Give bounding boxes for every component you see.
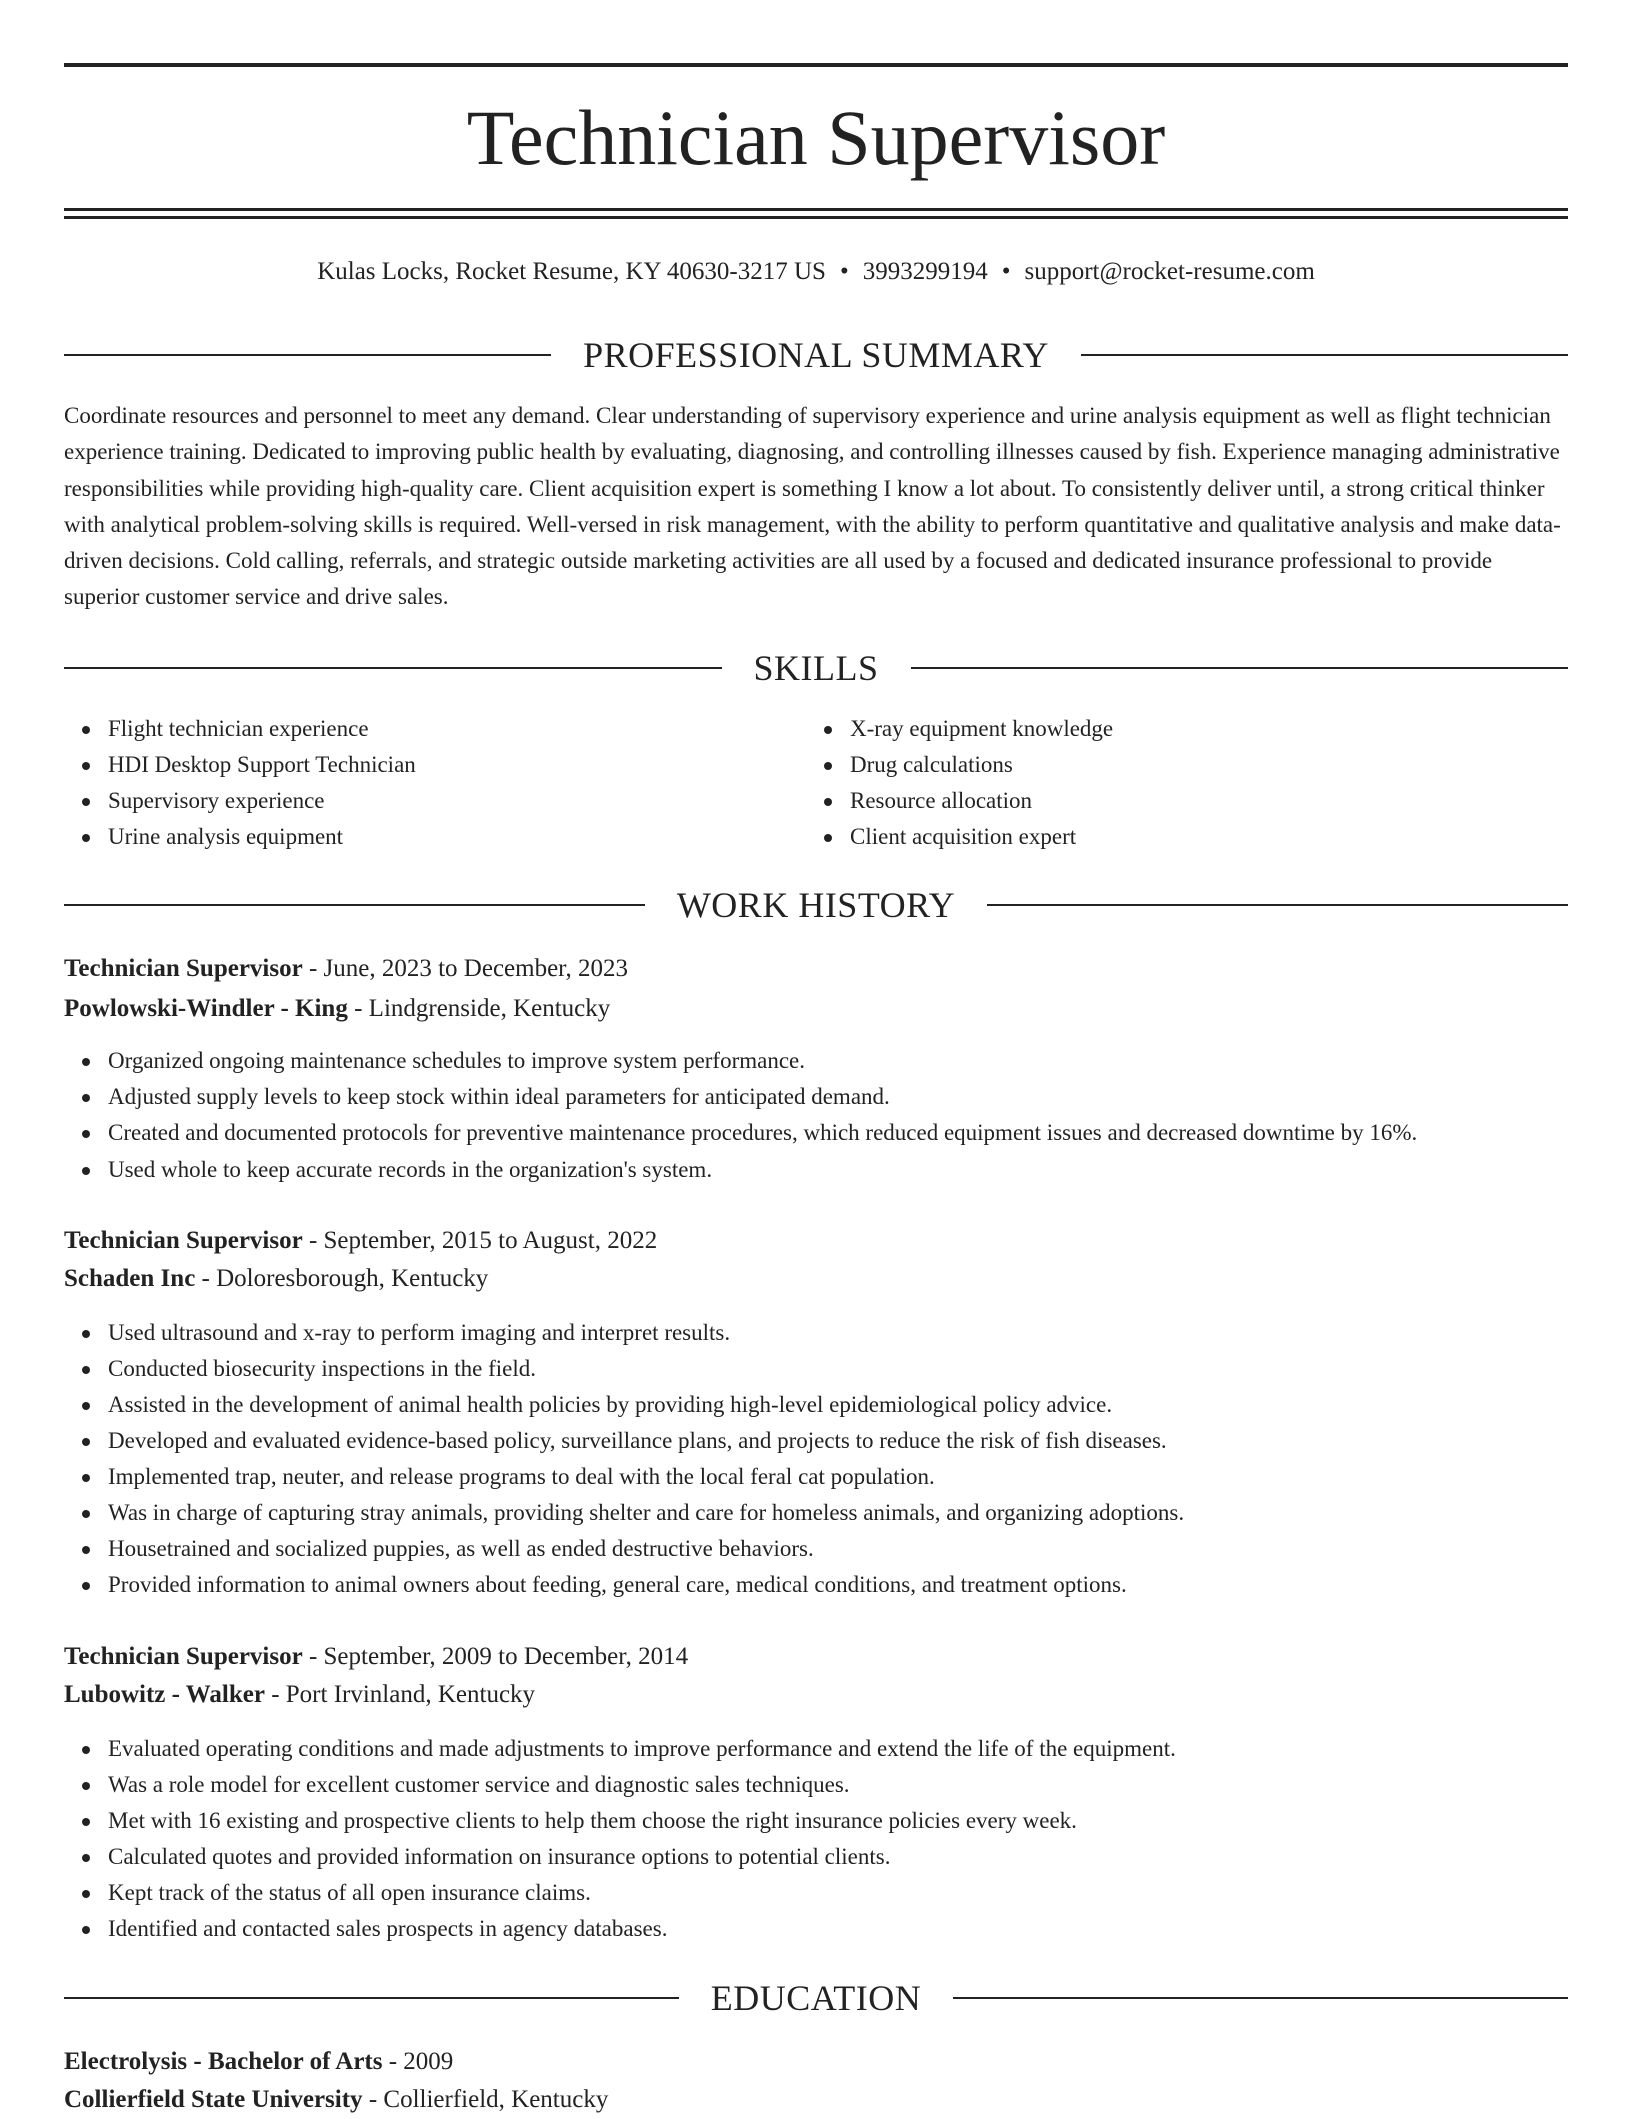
education-school: Collierfield State University: [64, 2086, 363, 2113]
duty-item: Calculated quotes and provided information on insurance options to potential clients.: [108, 1839, 1568, 1875]
contact-address: Kulas Locks, Rocket Resume, KY 40630-3217 US: [317, 258, 826, 285]
title-rule-upper: [64, 208, 1568, 211]
skill-item: Urine analysis equipment: [108, 819, 806, 855]
job-title-line: [64, 950, 1568, 988]
duty-item: Developed and evaluated evidence-based policy, surveillance plans, and projects to reduce the risk of fish diseases.: [108, 1423, 1568, 1459]
heading-rule: [64, 354, 551, 356]
education-school-line: [64, 2081, 1568, 2119]
duty-item: Used ultrasound and x-ray to perform imaging and interpret results.: [108, 1315, 1568, 1351]
job-company-line: [64, 990, 1568, 1028]
job-title: Technician Supervisor: [64, 1643, 303, 1670]
duty-item: Housetrained and socialized puppies, as well as ended destructive behaviors.: [108, 1531, 1568, 1567]
skill-item: Supervisory experience: [108, 783, 806, 819]
skills-column-right: [806, 711, 1548, 855]
job-duties: [64, 1315, 1568, 1603]
education-location: - Collierfield, Kentucky: [362, 2086, 609, 2113]
job-title-line: [64, 1222, 1568, 1260]
heading-rule: [953, 1997, 1568, 1999]
duty-item: Met with 16 existing and prospective clients to help them choose the right insurance policies every week.: [108, 1803, 1568, 1839]
heading-rule: [64, 904, 645, 906]
job-company-line: [64, 1260, 1568, 1298]
duty-item: Identified and contacted sales prospects in agency databases.: [108, 1911, 1568, 1947]
duty-item: Created and documented protocols for preventive maintenance procedures, which reduced equipment issues and decreased downtime by 16%.: [108, 1115, 1568, 1151]
job-company: Schaden Inc: [64, 1265, 196, 1292]
skill-item: HDI Desktop Support Technician: [108, 747, 806, 783]
education-year: - 2009: [382, 2048, 454, 2075]
skill-item: Flight technician experience: [108, 711, 806, 747]
contact-line: [64, 252, 1568, 292]
education-degree: Electrolysis - Bachelor of Arts: [64, 2048, 383, 2075]
skills-list: [64, 711, 1568, 855]
duty-item: Kept track of the status of all open insurance claims.: [108, 1875, 1568, 1911]
skill-item: Client acquisition expert: [850, 819, 1548, 855]
job-location: - Port Irvinland, Kentucky: [264, 1681, 536, 1708]
section-title: WORK HISTORY: [676, 885, 956, 925]
contact-phone: 3993299194: [862, 258, 988, 285]
duty-item: Used whole to keep accurate records in the organization's system.: [108, 1152, 1568, 1188]
job-dates: - September, 2015 to August, 2022: [302, 1227, 658, 1254]
section-heading-work: [64, 882, 1568, 928]
heading-rule: [1081, 354, 1568, 356]
job-dates: - June, 2023 to December, 2023: [302, 955, 629, 982]
duty-item: Implemented trap, neuter, and release programs to deal with the local feral cat population.: [108, 1459, 1568, 1495]
job-location: - Doloresborough, Kentucky: [195, 1265, 489, 1292]
job-company: Lubowitz - Walker: [64, 1681, 265, 1708]
duty-item: Evaluated operating conditions and made adjustments to improve performance and extend the life of the equipment.: [108, 1731, 1568, 1767]
job-company: Powlowski-Windler - King: [64, 995, 348, 1022]
summary-text: Coordinate resources and personnel to meet any demand. Clear understanding of supervisory experience and urine analysis equipment as well as flight technician experience training. Dedicated to improving public health by evaluating, diagnosing, and controlling illnesses caused by fish. Experience managing administrative responsibilities while providing high-quality care. Client acquisition expert is something I know a lot about. To consistently deliver until, a strong critical thinker with analytical problem-solving skills is required. Well-versed in risk management, with the ability to perform quantitative and qualitative analysis and make data-driven decisions. Cold calling, referrals, and strategic outside marketing activities are all used by a focused and dedicated insurance professional to provide superior customer service and drive sales.: [64, 403, 1561, 610]
section-title: PROFESSIONAL SUMMARY: [583, 335, 1049, 375]
duty-item: Organized ongoing maintenance schedules to improve system performance.: [108, 1043, 1568, 1079]
duty-item: Adjusted supply levels to keep stock within ideal parameters for anticipated demand.: [108, 1079, 1568, 1115]
section-heading-skills: [64, 645, 1568, 691]
duty-item: Was in charge of capturing stray animals, providing shelter and care for homeless animals, and organizing adoptions.: [108, 1495, 1568, 1531]
skill-item: X-ray equipment knowledge: [850, 711, 1548, 747]
job-duties: [64, 1043, 1568, 1188]
heading-rule: [987, 904, 1568, 906]
job-company-line: [64, 1676, 1568, 1714]
section-title: SKILLS: [753, 648, 879, 688]
top-rule: [64, 63, 1568, 67]
duty-item: Provided information to animal owners about feeding, general care, medical conditions, and treatment options.: [108, 1567, 1568, 1603]
heading-rule: [911, 667, 1569, 669]
education-degree-line: [64, 2043, 1568, 2081]
section-heading-education: [64, 1975, 1568, 2021]
duty-item: Assisted in the development of animal health policies by providing high-level epidemiological policy advice.: [108, 1387, 1568, 1423]
skill-item: Resource allocation: [850, 783, 1548, 819]
job-title: Technician Supervisor: [64, 1227, 303, 1254]
heading-rule: [64, 667, 722, 669]
heading-rule: [64, 1997, 679, 1999]
title-rule-lower: [64, 216, 1568, 219]
job-title: Technician Supervisor: [64, 955, 303, 982]
contact-email: support@rocket-resume.com: [1024, 258, 1315, 285]
section-title: EDUCATION: [710, 1978, 922, 2018]
resume-title: Technician Supervisor: [466, 94, 1166, 181]
contact-separator: •: [1001, 258, 1011, 285]
section-heading-summary: [64, 332, 1568, 378]
job-dates: - September, 2009 to December, 2014: [302, 1643, 689, 1670]
skill-item: Drug calculations: [850, 747, 1548, 783]
duty-item: Conducted biosecurity inspections in the field.: [108, 1351, 1568, 1387]
skills-column-left: [64, 711, 806, 855]
contact-separator: •: [839, 258, 849, 285]
duty-item: Was a role model for excellent customer service and diagnostic sales techniques.: [108, 1767, 1568, 1803]
job-location: - Lindgrenside, Kentucky: [347, 995, 611, 1022]
job-duties: [64, 1731, 1568, 1947]
job-title-line: [64, 1638, 1568, 1676]
